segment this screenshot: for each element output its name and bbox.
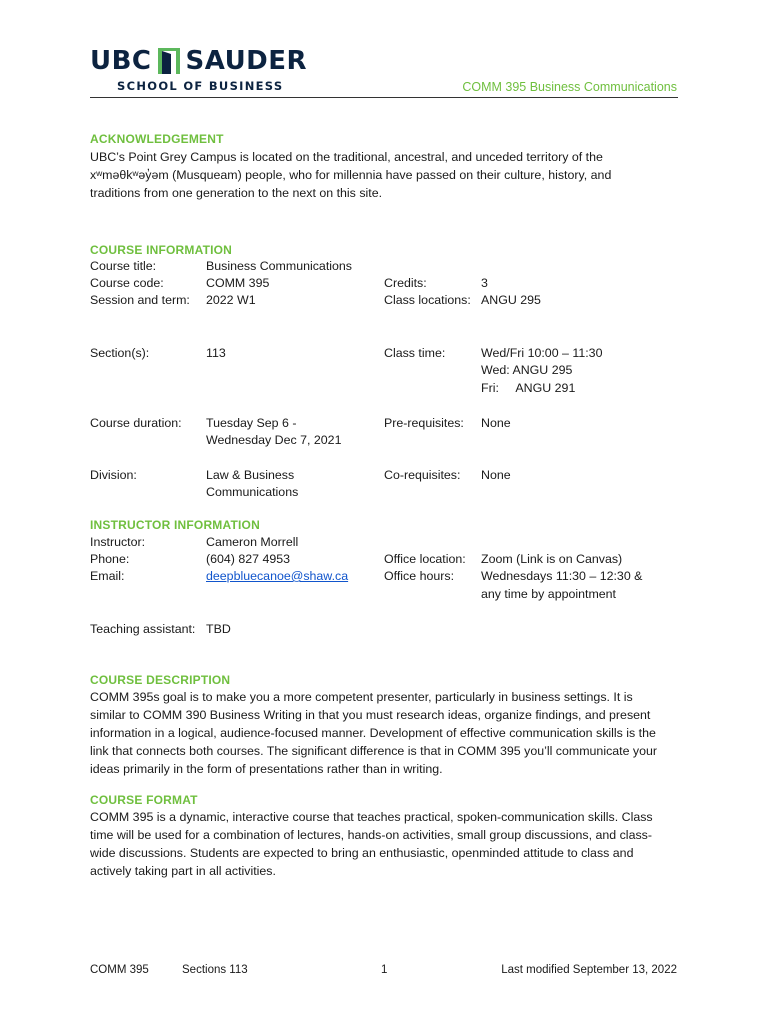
division-line1: Law & Business <box>206 468 295 482</box>
class-time-value: Wed/Fri 10:00 – 11:30 <box>481 346 603 360</box>
text-line: similar to COMM 390 Business Writing in that you must research ideas, organize findings, and present <box>90 708 651 722</box>
prereq-value: None <box>481 416 511 430</box>
office-location-label: Office location: <box>384 552 466 566</box>
duration-start: Tuesday Sep 6 - <box>206 416 297 430</box>
footer-sections: Sections 113 <box>182 964 248 976</box>
text-line: link that connects both courses. The significant difference is that in COMM 395 you’ll communicate your <box>90 744 658 758</box>
instructor-label: Instructor: <box>90 535 146 549</box>
ta-value: TBD <box>206 622 231 636</box>
course-title-value: Business Communications <box>206 259 352 273</box>
session-label: Session and term: <box>90 293 190 307</box>
office-hours-line2: any time by appointment <box>481 587 616 601</box>
course-description-heading: COURSE DESCRIPTION <box>90 673 231 687</box>
office-hours-value: Wednesdays 11:30 – 12:30 & <box>481 569 643 583</box>
prereq-label: Pre-requisites: <box>384 416 464 430</box>
division-label: Division: <box>90 468 137 482</box>
course-format-text <box>90 808 680 880</box>
header-course-title: COMM 395 Business Communications <box>462 80 677 94</box>
phone-value: (604) 827 4953 <box>206 552 291 566</box>
sections-value: 113 <box>206 346 226 360</box>
credits-label: Credits: <box>384 276 427 290</box>
footer-last-modified: Last modified September 13, 2022 <box>501 964 677 976</box>
footer-course: COMM 395 <box>90 964 149 976</box>
text-line: wide discussions. Students are expected to bring an enthusiastic, openminded attitude to class and <box>90 846 634 860</box>
logo-sauder-text: SAUDER <box>185 46 308 76</box>
coreq-label: Co-requisites: <box>384 468 461 482</box>
course-title-label: Course title: <box>90 259 157 273</box>
course-code-label: Course code: <box>90 276 164 290</box>
text-line: time will be used for a combination of lectures, hands-on activities, small group discussions, and class- <box>90 828 652 842</box>
credits-value: 3 <box>481 276 488 290</box>
class-locations-value: ANGU 295 <box>481 293 541 307</box>
text-line: xʷməθkʷəy̓əm (Musqueam) people, who for millennia have passed on their culture, history, and <box>90 168 612 182</box>
coreq-value: None <box>481 468 511 482</box>
text-line: COMM 395s goal is to make you a more competent presenter, particularly in business settings. It is <box>90 690 633 704</box>
acknowledgement-heading: ACKNOWLEDGEMENT <box>90 132 224 146</box>
text-line: UBC’s Point Grey Campus is located on the traditional, ancestral, and unceded territory of the <box>90 150 603 164</box>
email-link[interactable]: deepbluecanoe@shaw.ca <box>206 569 349 583</box>
course-info-heading: COURSE INFORMATION <box>90 243 233 257</box>
text-line: ideas primarily in the form of presentations rather than in writing. <box>90 762 443 776</box>
class-time-label: Class time: <box>384 346 446 360</box>
class-time-wed: Wed: ANGU 295 <box>481 363 573 377</box>
course-format-heading: COURSE FORMAT <box>90 793 198 807</box>
instructor-info-heading: INSTRUCTOR INFORMATION <box>90 518 260 532</box>
instructor-value: Cameron Morrell <box>206 535 299 549</box>
email-label: Email: <box>90 569 125 583</box>
logo-subtitle: SCHOOL OF BUSINESS <box>117 79 284 93</box>
text-line: traditions from one generation to the next on this site. <box>90 186 383 200</box>
office-hours-label: Office hours: <box>384 569 455 583</box>
course-description-text <box>90 688 680 778</box>
sections-label: Section(s): <box>90 346 150 360</box>
course-code-value: COMM 395 <box>206 276 270 290</box>
ubc-sauder-logo <box>90 44 308 96</box>
text-line: information in a logical, audience-focused manner. Development of effective communication skills is the <box>90 726 656 740</box>
phone-label: Phone: <box>90 552 130 566</box>
session-value: 2022 W1 <box>206 293 256 307</box>
acknowledgement-text <box>90 148 680 202</box>
ta-label: Teaching assistant: <box>90 622 196 636</box>
page-number: 1 <box>381 964 388 976</box>
logo-ubc-text: UBC <box>90 46 152 76</box>
header-divider <box>90 97 678 98</box>
duration-end: Wednesday Dec 7, 2021 <box>206 433 342 447</box>
office-location-value: Zoom (Link is on Canvas) <box>481 552 623 566</box>
door-icon <box>157 46 181 76</box>
division-line2: Communications <box>206 485 299 499</box>
class-locations-label: Class locations: <box>384 293 471 307</box>
class-time-fri: Fri: ANGU 291 <box>481 381 576 395</box>
text-line: actively taking part in all activities. <box>90 864 276 878</box>
duration-label: Course duration: <box>90 416 182 430</box>
text-line: COMM 395 is a dynamic, interactive course that teaches practical, spoken-communication skills. Class <box>90 810 653 824</box>
